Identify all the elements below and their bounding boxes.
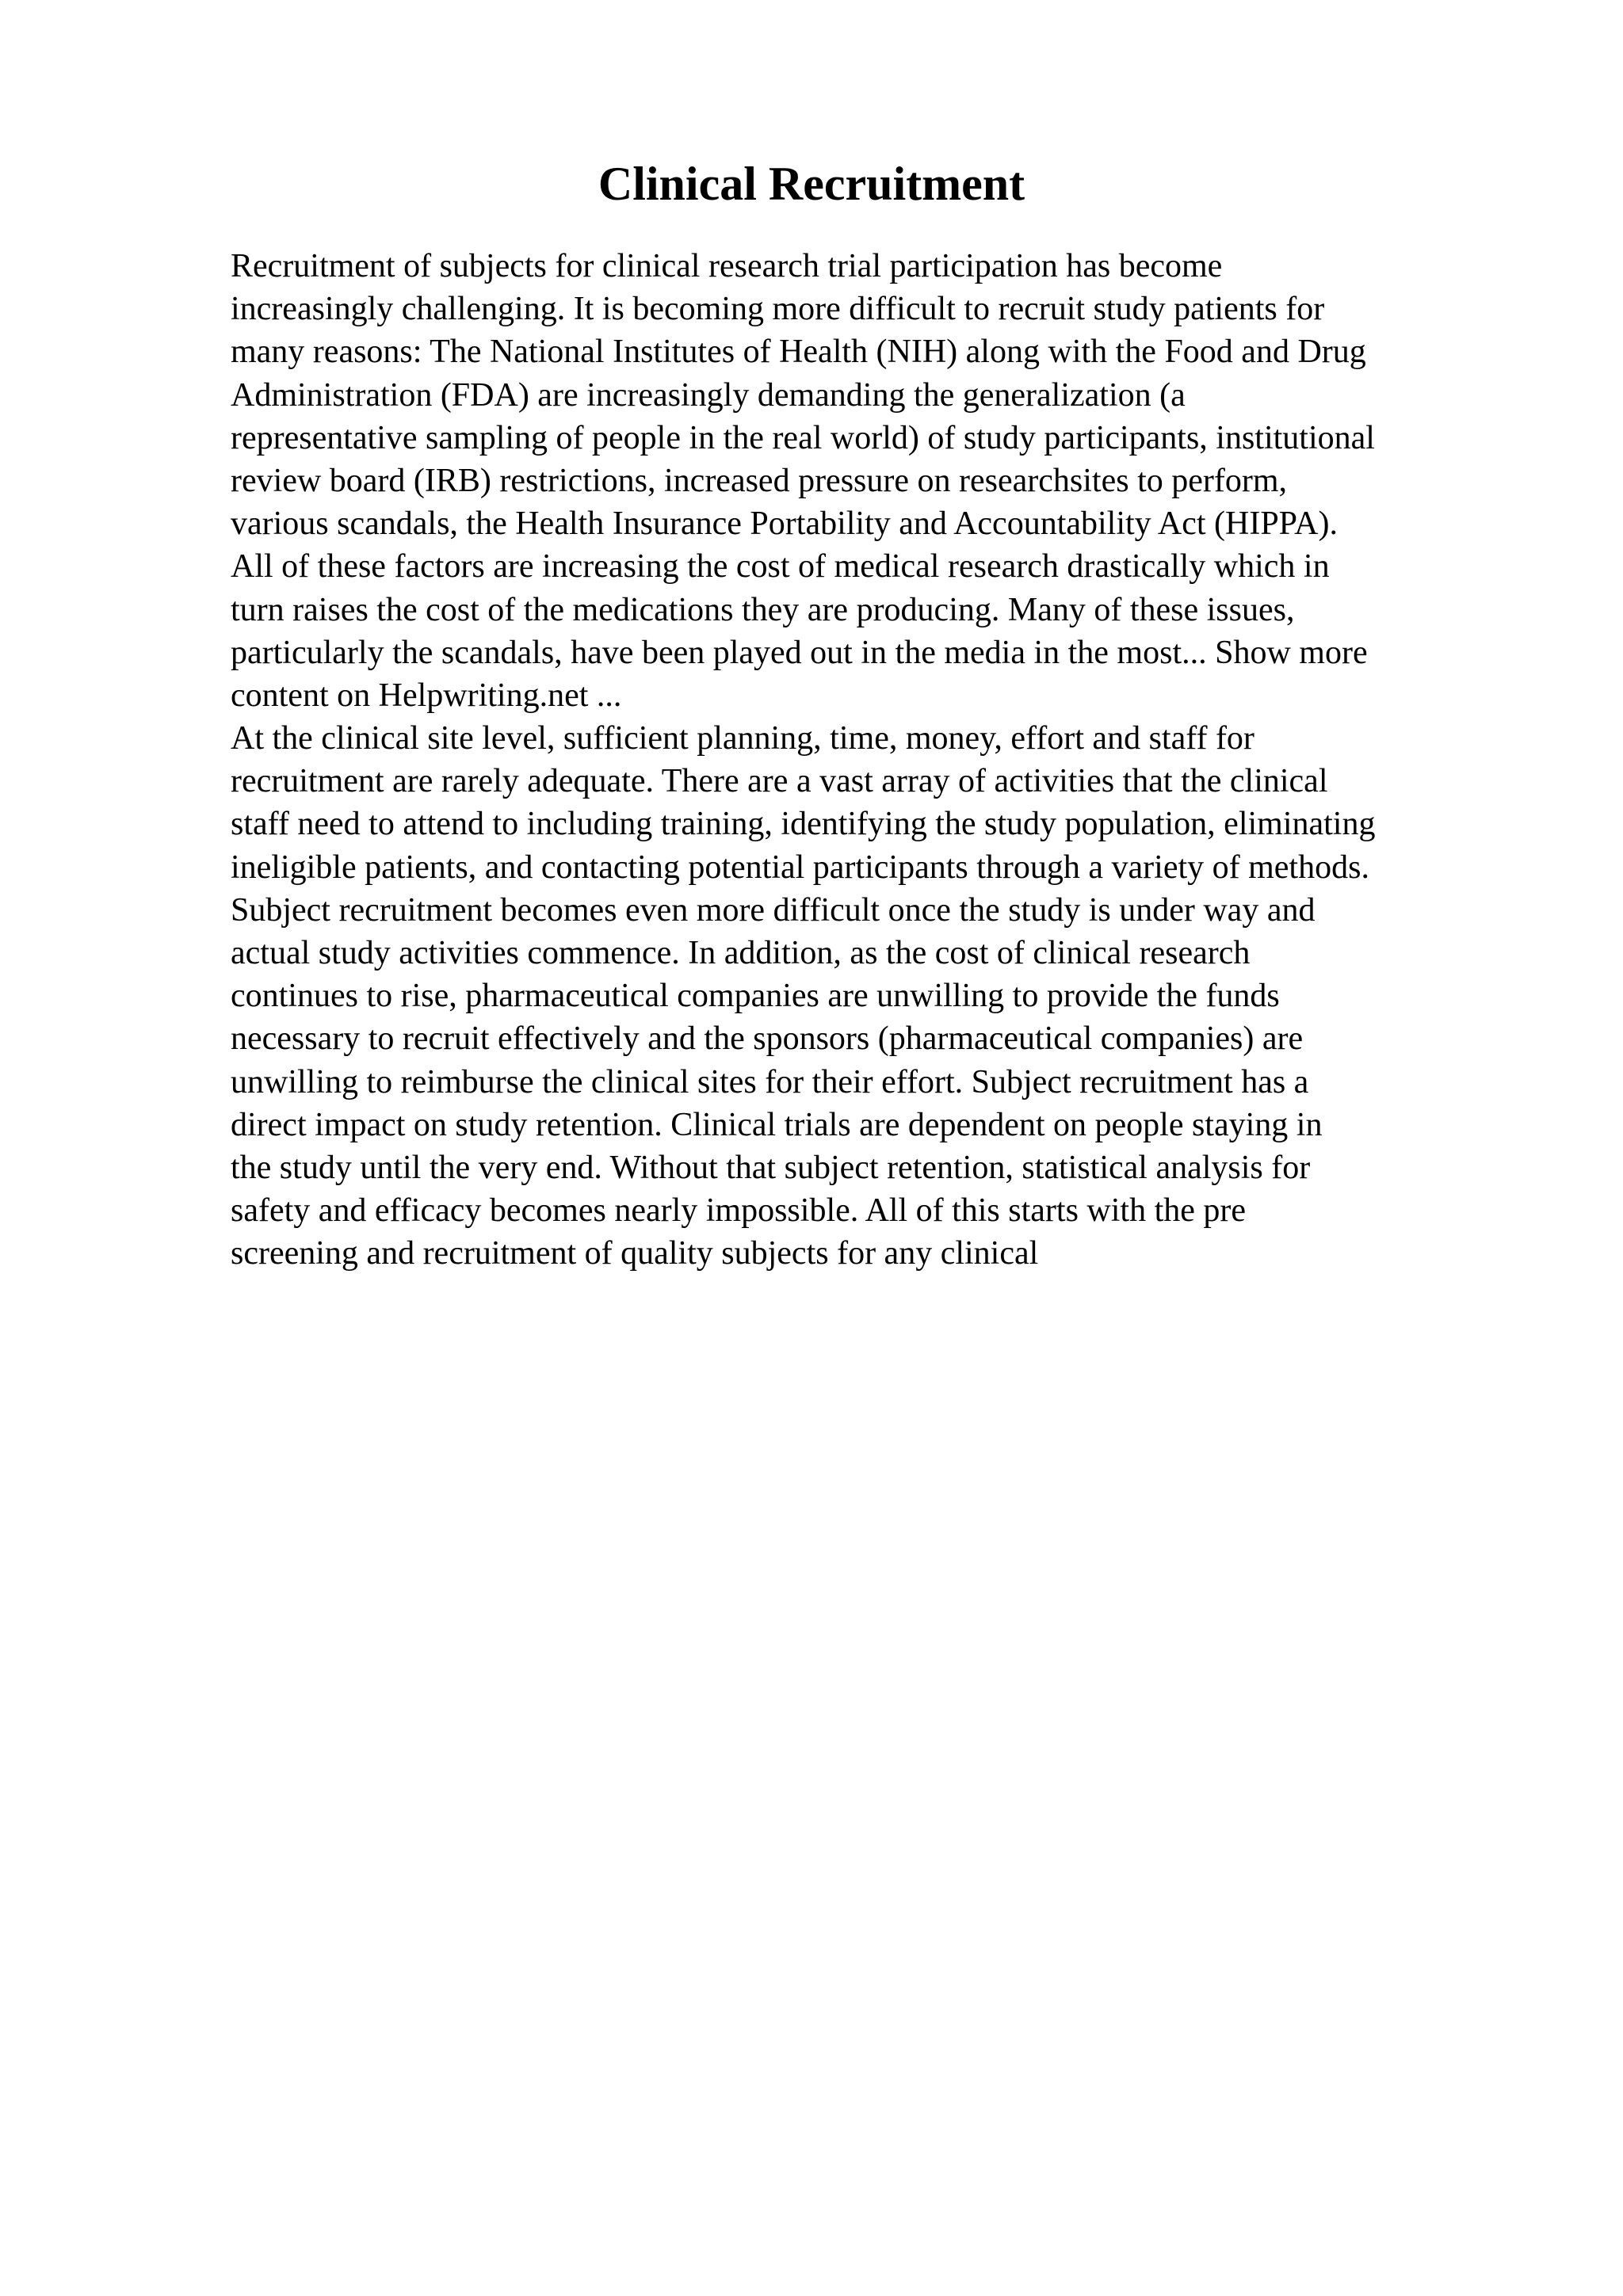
text-line: staff need to attend to including training, identifying the study population, eliminating xyxy=(231,806,1376,843)
text-line: review board (IRB) restrictions, increased pressure on researchsites to perform, xyxy=(231,462,1288,499)
text-line: necessary to recruit effectively and the sponsors (pharmaceutical companies) are xyxy=(231,1020,1304,1058)
text-line: continues to rise, pharmaceutical companies are unwilling to provide the funds xyxy=(231,978,1280,1015)
text-line: Recruitment of subjects for clinical research trial participation has become xyxy=(231,248,1223,284)
text-line: unwilling to reimburse the clinical sites for their effort. Subject recruitment has a xyxy=(231,1063,1309,1100)
document-body xyxy=(231,245,1578,1276)
text-line: safety and efficacy becomes nearly impossible. All of this starts with the pre xyxy=(231,1192,1247,1230)
text-line: turn raises the cost of the medications they are producing. Many of these issues, xyxy=(231,591,1295,628)
text-line: At the clinical site level, sufficient planning, time, money, effort and staff for xyxy=(231,720,1254,757)
text-line: Administration (FDA) are increasingly demanding the generalization (a xyxy=(231,376,1186,414)
text-line: the study until the very end. Without that subject retention, statistical analysis for xyxy=(231,1149,1311,1186)
text-line: particularly the scandals, have been played out in the media in the most... Show more xyxy=(231,634,1368,671)
text-line: various scandals, the Health Insurance Portability and Accountability Act (HIPPA). xyxy=(231,505,1338,543)
page-title: Clinical Recruitment xyxy=(598,158,1025,210)
text-line: direct impact on study retention. Clinical trials are dependent on people staying in xyxy=(231,1106,1323,1143)
text-line: All of these factors are increasing the cost of medical research drastically which in xyxy=(231,548,1330,585)
text-line: content on Helpwriting.net ... xyxy=(231,677,622,714)
text-line: Subject recruitment becomes even more difficult once the study is under way and xyxy=(231,891,1316,929)
text-line: representative sampling of people in the real world) of study participants, institutional xyxy=(231,419,1375,456)
text-line: recruitment are rarely adequate. There are a vast array of activities that the clinical xyxy=(231,763,1328,800)
text-line: screening and recruitment of quality subjects for any clinical xyxy=(231,1235,1039,1272)
text-line: ineligible patients, and contacting potential participants through a variety of methods. xyxy=(231,849,1369,886)
text-line: actual study activities commence. In addition, as the cost of clinical research xyxy=(231,935,1251,971)
text-line: many reasons: The National Institutes of Health (NIH) along with the Food and Drug xyxy=(231,334,1366,371)
text-line: increasingly challenging. It is becoming more difficult to recruit study patients for xyxy=(231,291,1325,328)
